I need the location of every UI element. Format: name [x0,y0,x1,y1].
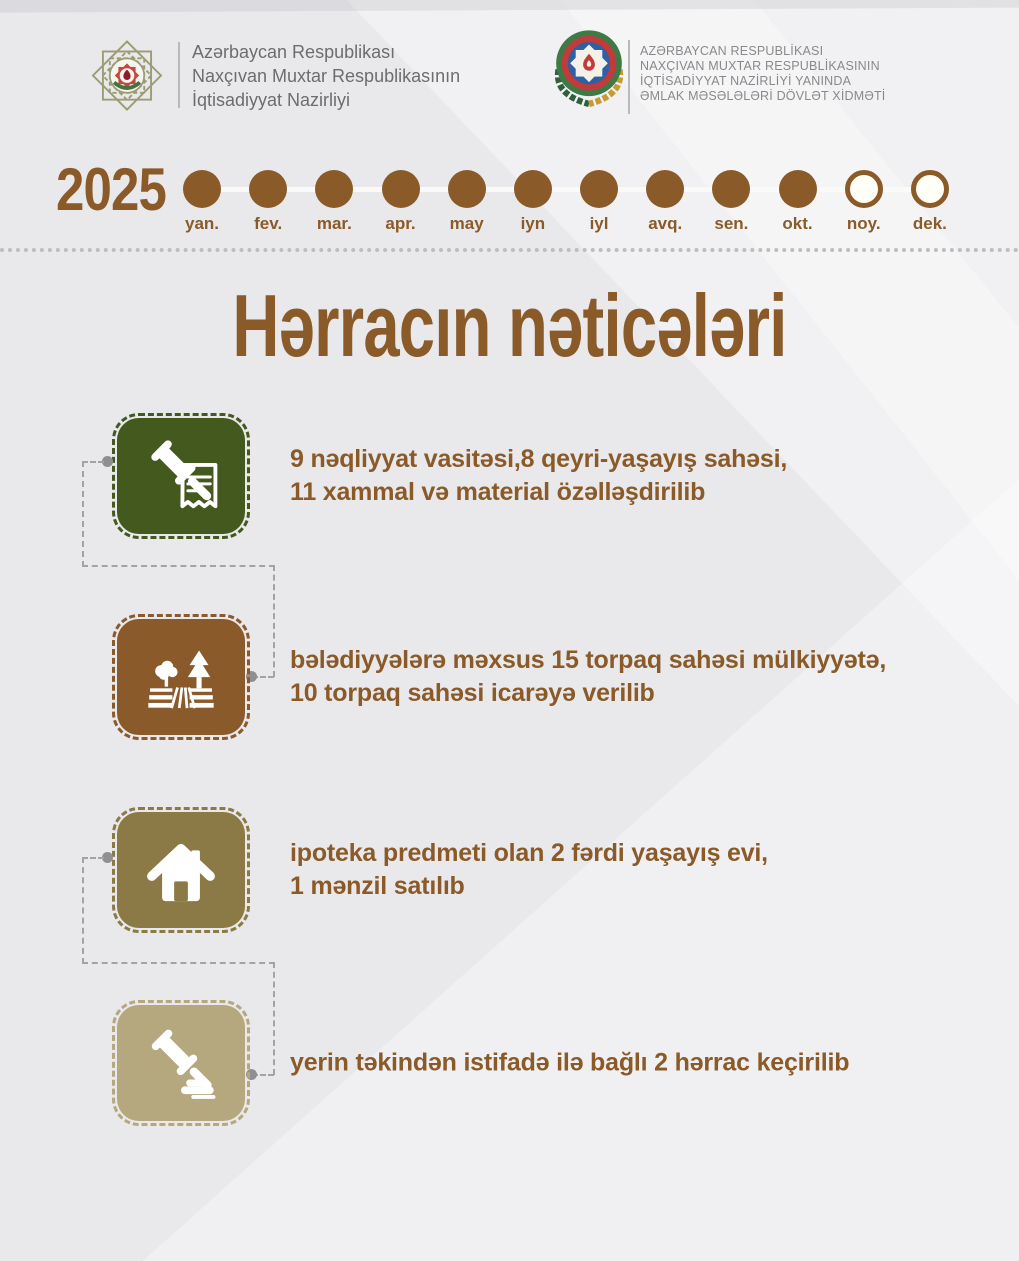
timeline-month [708,170,754,234]
item-text-line: 9 nəqliyyat vasitəsi,8 qeyri-yaşayış sahəsi, [290,445,788,473]
org-line: Naxçıvan Muxtar Respublikasının [192,66,461,86]
month-label: avq. [648,214,683,233]
timeline-month [775,170,821,234]
timeline-month [179,170,225,234]
item-text-line: 10 torpaq sahəsi icarəyə verilib [290,679,655,707]
gavel-document-icon [117,418,245,534]
org-line: İQTİSADİYYAT NAZİRLİYİ YANINDA [640,74,852,88]
ministry-ornament-logo-icon [84,30,170,128]
connector-line [82,857,84,964]
month-marker-circle [249,170,287,208]
item-text [290,443,970,509]
month-marker-circle [183,170,221,208]
house-icon [117,812,245,928]
timeline-month [245,170,291,234]
month-marker-circle [448,170,486,208]
ministry-header-left [84,30,170,133]
state-service-name [640,44,885,104]
connector-line [82,962,275,964]
item-text-line: 1 mənzil satılıb [290,872,465,900]
month-marker-circle [712,170,750,208]
org-line: Azərbaycan Respublikası [192,42,396,62]
state-emblem-icon [546,24,632,126]
connector-line [82,857,104,859]
year-label: 2025 [56,156,167,223]
item-text-line: bələdiyyələrə məxsus 15 torpaq sahəsi mülkiyyətə, [290,646,887,674]
month-label: iyn [520,214,546,233]
month-label: may [449,214,484,233]
item-text-line: ipoteka predmeti olan 2 fərdi yaşayış evi, [290,839,768,867]
page-title-text: Hərracın nəticələri [232,276,787,375]
month-label: apr. [385,214,416,233]
month-label: noy. [846,214,881,233]
connector-line [82,565,275,567]
month-label: mar. [316,214,352,233]
farm-field-icon [117,619,245,735]
month-marker-circle [911,170,949,208]
month-label: okt. [782,214,813,233]
timeline-month [378,170,424,234]
dotted-separator [0,248,1019,252]
month-label: fev. [254,214,283,233]
month-label: yan. [184,214,220,233]
month-marker-circle [514,170,552,208]
org-line: AZƏRBAYCAN RESPUBLİKASI [640,44,824,58]
month-label: dek. [912,214,947,233]
header-divider [628,40,630,114]
month-marker-circle [382,170,420,208]
connector-line [82,461,104,463]
month-marker-circle [580,170,618,208]
item-text [290,837,970,903]
timeline-month [444,170,490,234]
month-label: sen. [714,214,749,233]
connector-line [82,461,84,567]
org-line: ƏMLAK MƏSƏLƏLƏRİ DÖVLƏT XİDMƏTİ [640,89,886,103]
timeline-month [841,170,887,234]
auction-gavel-icon [117,1005,245,1121]
ministry-name [192,40,460,112]
org-line: İqtisadiyyat Nazirliyi [192,90,351,110]
timeline-month [907,170,953,234]
connector-line [273,962,275,1075]
month-marker-circle [315,170,353,208]
timeline-months [179,170,953,234]
month-marker-circle [646,170,684,208]
timeline-month [510,170,556,234]
timeline-month [642,170,688,234]
month-marker-circle [845,170,883,208]
org-line: NAXÇIVAN MUXTAR RESPUBLİKASININ [640,59,880,73]
month-marker-circle [779,170,817,208]
item-text [290,644,970,710]
month-label: iyl [589,214,609,233]
item-text-line: 11 xammal və material özəlləşdirilib [290,478,706,506]
item-text-line: yerin təkindən istifadə ilə bağlı 2 hərrac keçirilib [290,1048,850,1077]
timeline-month [311,170,357,234]
item-text [290,1047,970,1080]
connector-line [273,565,275,677]
timeline-month [576,170,622,234]
timeline-year [56,156,185,223]
header-divider [178,42,180,108]
state-service-header-right [546,24,632,131]
page-title [0,276,1019,375]
